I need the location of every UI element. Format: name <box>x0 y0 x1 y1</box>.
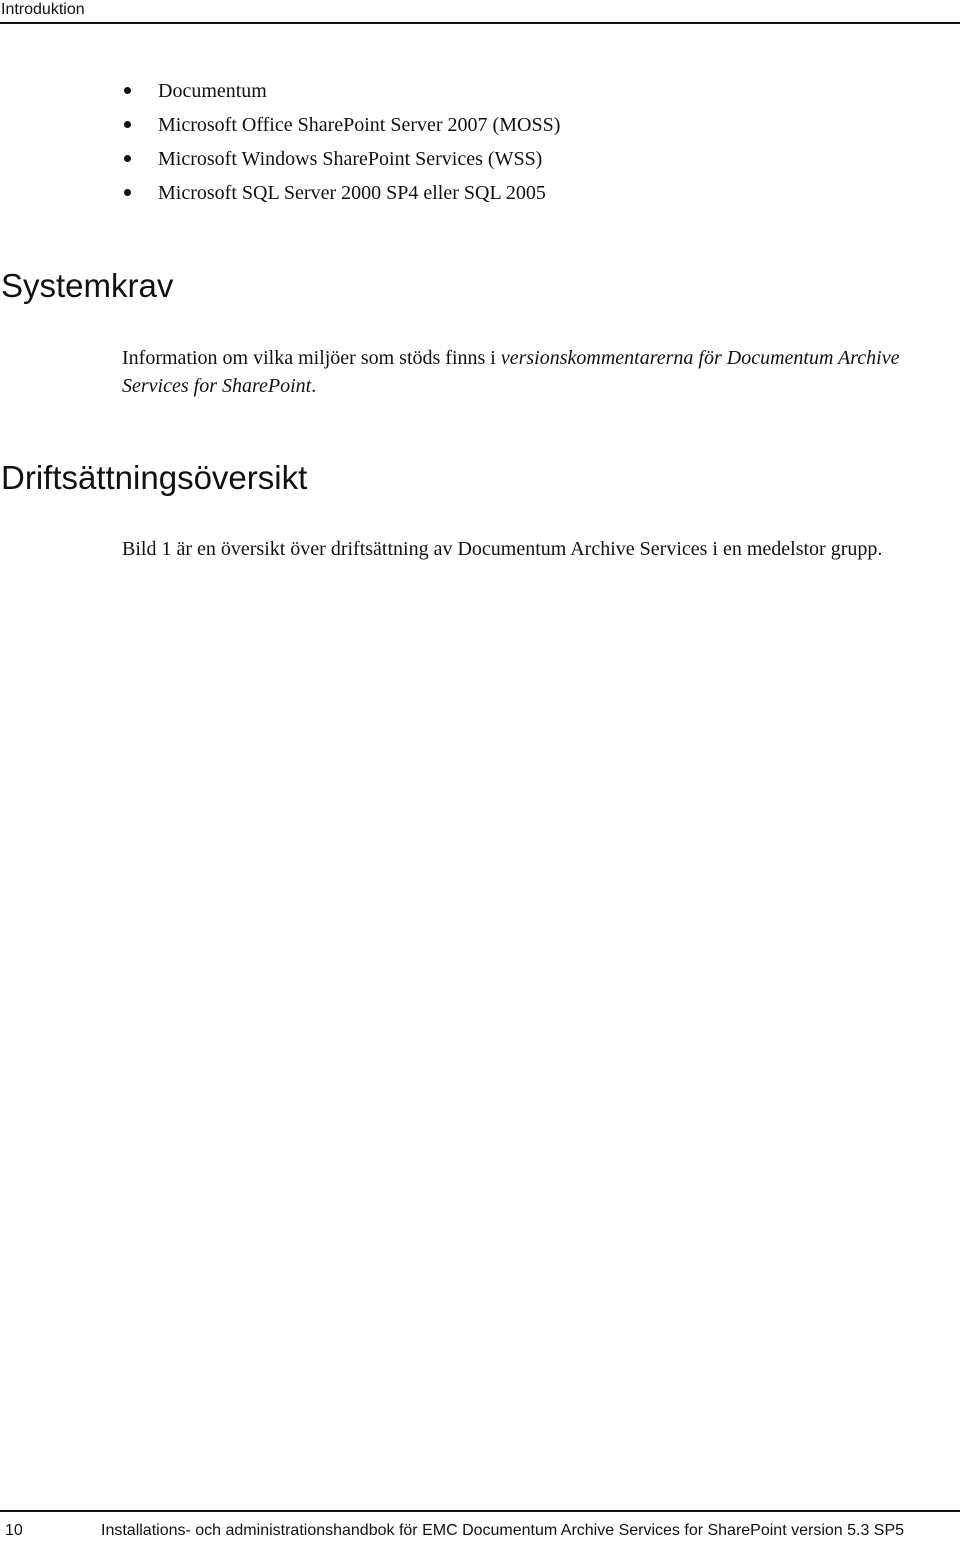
systemkrav-text-end: . <box>311 375 317 397</box>
list-item <box>122 178 560 212</box>
page-header <box>0 0 960 24</box>
header-title: Introduktion <box>1 1 85 18</box>
footer-title: Installations- och administrationshandbok för EMC Documentum Archive Services for SharePoint version 5.3 SP5 <box>101 1522 905 1539</box>
bullet-icon <box>124 155 131 162</box>
oversikt-heading: Driftsättningsöversikt <box>1 459 308 496</box>
bullet-icon <box>124 87 131 94</box>
page-number: 10 <box>5 1522 23 1539</box>
list-item <box>122 144 560 178</box>
page-footer <box>0 1510 960 1542</box>
bullet-icon <box>124 189 131 196</box>
list-item <box>122 110 560 144</box>
list-item-text: Microsoft Windows SharePoint Services (WSS) <box>158 148 543 170</box>
systemkrav-heading: Systemkrav <box>1 267 174 304</box>
oversikt-paragraph: Bild 1 är en översikt över driftsättning av Documentum Archive Services i en medelstor grupp. <box>122 538 883 560</box>
list-item-text: Documentum <box>158 80 267 102</box>
bullet-icon <box>124 121 131 128</box>
systemkrav-text: Information om vilka miljöer som stöds finns i <box>122 347 501 369</box>
systemkrav-paragraph <box>122 344 954 400</box>
list-item <box>122 76 560 110</box>
list-item-text: Microsoft SQL Server 2000 SP4 eller SQL 2005 <box>158 182 546 204</box>
requirements-list <box>122 76 560 212</box>
list-item-text: Microsoft Office SharePoint Server 2007 (MOSS) <box>158 114 561 136</box>
release-notes-reference: versionskommentarerna för Documentum Archive Services for SharePoint <box>122 347 900 397</box>
